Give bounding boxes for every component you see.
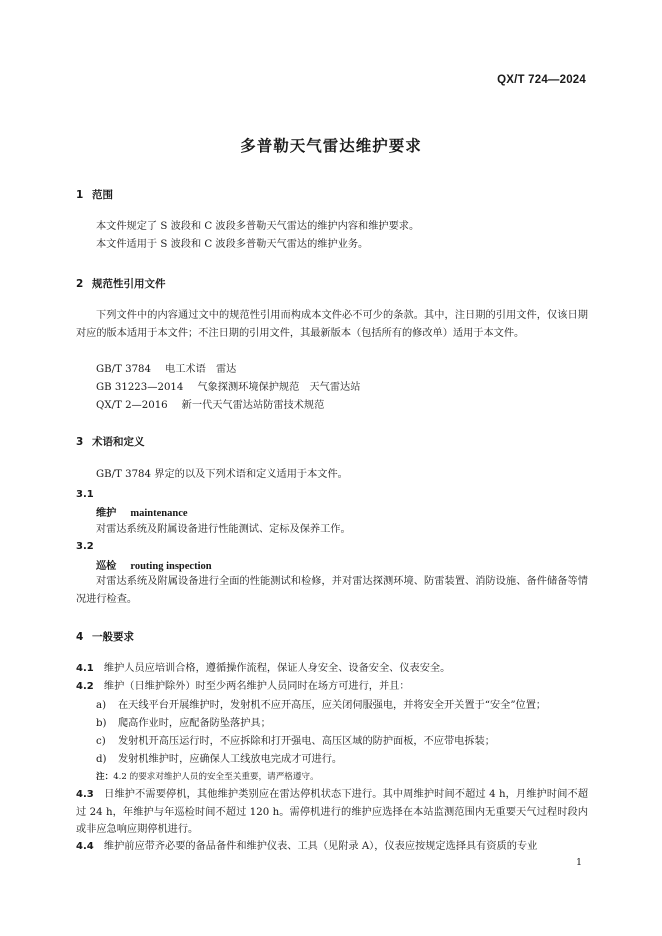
clause-number: 4.2 [76,681,94,692]
section-number: 1 [76,189,84,201]
term-cn: 维护 [96,507,117,519]
sub-item-label: a) [96,700,107,711]
note-text: 4.2 的要求对维护人员的安全至关重要，请严格遵守。 [113,772,319,782]
term-entry [96,557,212,572]
page-number: 1 [575,857,582,868]
term-number: 3.2 [76,541,94,552]
clause-number: 4.3 [76,789,94,800]
clause-number: 4.1 [76,663,94,674]
section-2-heading [76,276,166,291]
sub-item-label: c) [96,736,106,747]
note [96,770,319,782]
document-title: 多普勒天气雷达维护要求 [240,137,422,155]
reference-code: QX/T 2—2016 [96,400,168,411]
paragraph: GB/T 3784 界定的以及下列术语和定义适用于本文件。 [96,469,348,480]
term-definition: 对雷达系统及附属设备进行性能测试、定标及保养工作。 [96,524,351,535]
term-en: maintenance [130,508,188,519]
reference-item [96,361,236,379]
reference-name: 电工术语 雷达 [165,364,237,375]
sub-item [96,697,546,715]
section-title: 一般要求 [92,631,134,643]
reference-code: GB 31223—2014 [96,382,184,393]
clause-item [76,786,588,839]
clause-text: 日维护不需要停机，其他维护类别应在雷达停机状态下进行。其中周维护时间不超过 4 h，月维护时间不超过 24 h，年维护与年巡检时间不超过 120 h。需停机进行的维护应选择在本站监测范围内无重要天气过程时段内或非应急响应期停机进行。 [76,789,589,835]
reference-code: GB/T 3784 [96,364,152,375]
clause-number: 4.4 [76,841,94,852]
reference-item [96,397,324,415]
sub-item-text: 发射机维护时，应确保人工线放电完成才可进行。 [118,754,343,765]
sub-item-text: 爬高作业时，应配备防坠落护具； [118,718,271,729]
paragraph: 下列文件中的内容通过文中的规范性引用而构成本文件必不可少的条款。其中，注日期的引用文件，仅该日期对应的版本适用于本文件；不注日期的引用文件，其最新版本（包括所有的修改单）适用于本文件。 [76,310,588,339]
term-entry [96,504,188,519]
section-title: 规范性引用文件 [92,278,166,290]
clause-item [76,678,410,696]
paragraph: 本文件规定了 S 波段和 C 波段多普勒天气雷达的维护内容和维护要求。 [96,221,420,232]
clause-item [76,838,537,856]
term-number: 3.1 [76,489,94,500]
sub-item-text: 在天线平台开展维护时，发射机不应开高压，应关闭伺服强电，并将安全开关置于“安全”位置； [118,700,547,711]
section-4-heading [76,629,134,644]
term-definition: 对雷达系统及附属设备进行全面的性能测试和检修，并对雷达探测环境、防雷装置、消防设施、备件储备等情况进行检查。 [76,576,588,605]
clause-item [76,660,450,678]
section-title: 术语和定义 [92,436,145,448]
sub-item-label: b) [96,718,107,729]
section-title: 范围 [92,189,113,201]
sub-item-label: d) [96,754,107,765]
section-1-heading [76,187,113,202]
sub-item-text: 发射机开高压运行时，不应拆除和打开强电、高压区域的防护面板，不应带电拆装； [118,736,495,747]
sub-item [96,733,495,751]
reference-name: 气象探测环境保护规范 天气雷达站 [197,382,361,393]
sub-item [96,715,271,733]
note-label: 注： [96,772,114,782]
standard-code: QX/T 724—2024 [497,74,586,86]
paragraph: 本文件适用于 S 波段和 C 波段多普勒天气雷达的维护业务。 [96,239,369,250]
reference-name: 新一代天气雷达站防雷技术规范 [181,400,325,411]
clause-text: 维护前应带齐必要的备品备件和维护仪表、工具（见附录 A），仪表应按规定选择具有资质的专业 [103,841,538,852]
clause-text: 维护人员应培训合格，遵循操作流程，保证人身安全、设备安全、仪表安全。 [103,663,451,674]
section-3-heading [76,434,145,449]
reference-item [96,379,360,397]
sub-item [96,751,342,769]
term-cn: 巡检 [96,560,117,572]
section-number: 2 [76,278,84,290]
section-number: 3 [76,436,84,448]
clause-text: 维护（日维护除外）时至少两名维护人员同时在场方可进行，并且： [103,681,410,692]
section-number: 4 [76,631,84,643]
term-en: routing inspection [130,561,212,572]
